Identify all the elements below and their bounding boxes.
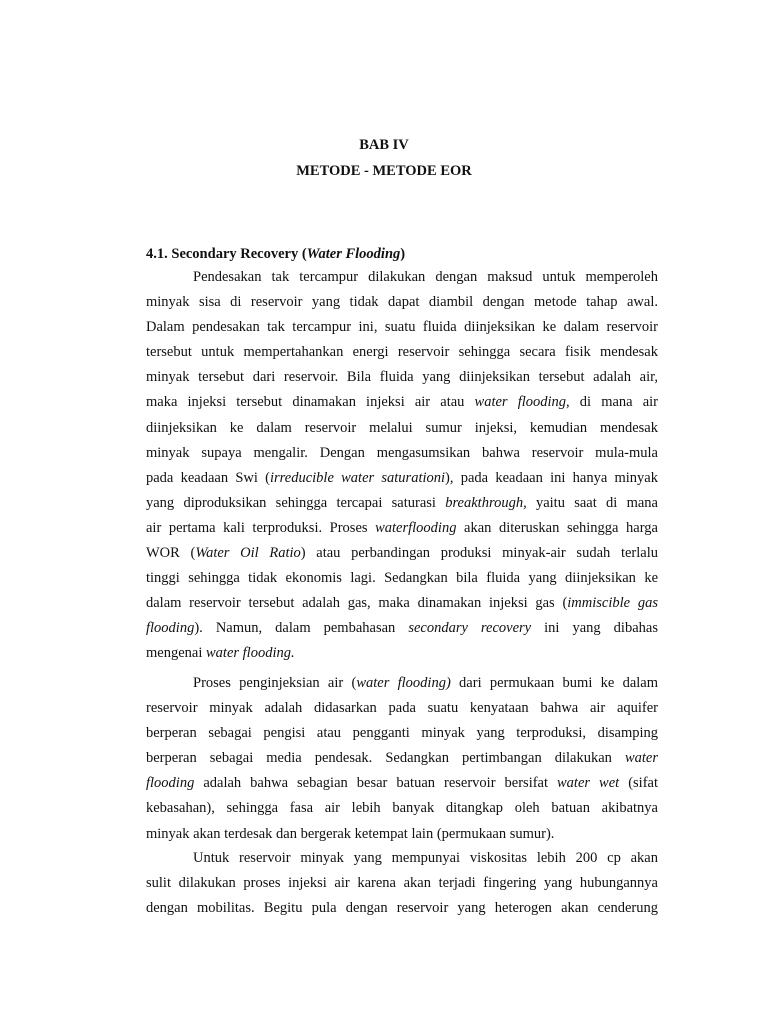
text-line	[146, 340, 658, 365]
text-line	[146, 671, 658, 696]
text-run: Pendesakan tak tercampur dilakukan dengan maksud untuk memperoleh	[193, 269, 658, 285]
italic-text: water flooding.	[206, 645, 295, 662]
text-line	[146, 441, 658, 466]
chapter-number: BAB IV	[359, 137, 409, 153]
text-line	[146, 796, 658, 821]
text-run: adalah bahwa sebagian besar batuan reservoir bersifat	[194, 775, 558, 792]
text-run: , di mana air	[566, 394, 659, 411]
text-run: maka injeksi tersebut dinamakan injeksi air atau	[146, 394, 475, 411]
text-run: Untuk reservoir minyak yang mempunyai viskositas lebih 200 cp akan	[193, 850, 658, 866]
text-run: (sifat	[619, 775, 658, 792]
text-run: dalam reservoir tersebut adalah gas, maka dinamakan injeksi gas (	[146, 595, 568, 612]
text-run: air pertama kali terproduksi. Proses	[146, 519, 376, 536]
paragraph-1	[146, 265, 658, 667]
text-run: ) atau perbandingan produksi minyak-air sudah terlalu	[300, 545, 658, 562]
text-run: ), pada keadaan ini hanya minyak	[445, 469, 658, 486]
text-line	[146, 641, 658, 666]
text-run: sulit dilakukan proses injeksi air karena akan terjadi fingering yang hubungannya	[146, 875, 658, 892]
text-line	[146, 871, 658, 896]
text-line	[146, 566, 658, 591]
text-run: ). Namun, dalam pembahasan	[194, 620, 409, 637]
text-run: dengan mobilitas. Begitu pula dengan reservoir yang heterogen akan cenderung	[146, 900, 658, 917]
section-title-close: )	[400, 246, 406, 262]
section-title-plain: Secondary Recovery (	[171, 246, 307, 262]
paragraph-3	[146, 846, 658, 921]
text-run: pada keadaan Swi (	[146, 469, 270, 486]
text-line	[146, 822, 658, 847]
text-line	[146, 516, 658, 541]
text-run: minyak supaya mengalir. Dengan mengasumsikan bahwa reservoir mula-mula	[146, 444, 658, 461]
italic-text: immiscible gas	[567, 595, 659, 612]
text-line	[146, 721, 658, 746]
text-line	[146, 771, 658, 796]
section-number: 4.1.	[146, 246, 168, 262]
italic-text: water flooding	[474, 394, 567, 411]
text-line	[146, 365, 658, 390]
italic-text: irreducible water saturationi	[269, 469, 446, 486]
text-run: ini yang dibahas	[531, 620, 658, 637]
text-run: mengenai	[146, 645, 206, 662]
text-line	[146, 390, 658, 415]
paragraph-2	[146, 671, 658, 847]
chapter-title: METODE - METODE EOR	[296, 163, 472, 179]
text-line	[146, 491, 658, 516]
text-line	[146, 265, 658, 290]
italic-text: secondary recovery	[408, 620, 532, 637]
text-run: minyak sisa di reservoir yang tidak dapat diambil dengan metode tahap awal.	[146, 294, 658, 311]
italic-text: Water Oil Ratio	[195, 545, 301, 562]
italic-text: waterflooding	[375, 519, 457, 536]
section-title-italic: Water Flooding	[306, 246, 401, 262]
text-line	[146, 616, 658, 641]
italic-text: water flooding)	[356, 675, 451, 691]
italic-text: breakthrough	[445, 494, 524, 511]
text-run: akan diteruskan sehingga harga	[456, 519, 658, 536]
text-run: WOR (	[146, 545, 196, 562]
text-run: minyak tersebut dari reservoir. Bila fluida yang diinjeksikan tersebut adalah air,	[146, 369, 658, 386]
text-line	[146, 846, 658, 871]
text-line	[146, 290, 658, 315]
text-run: Dalam pendesakan tak tercampur ini, suatu fluida diinjeksikan ke dalam reservoir	[146, 319, 658, 336]
text-run: yang diproduksikan sehingga tercapai saturasi	[146, 494, 446, 511]
text-run: tinggi sehingga tidak ekonomis lagi. Sedangkan bila fluida yang diinjeksikan ke	[146, 570, 658, 587]
italic-text: water wet	[557, 775, 620, 792]
text-line	[146, 896, 658, 921]
text-run: berperan sebagai pengisi atau pengganti minyak yang terproduksi, disamping	[146, 725, 658, 742]
text-run: minyak akan terdesak dan bergerak ketempat lain (permukaan sumur).	[146, 825, 555, 842]
text-run: kebasahan), sehingga fasa air lebih banyak ditangkap oleh batuan akibatnya	[146, 800, 658, 817]
text-run: Proses penginjeksian air (	[193, 675, 357, 691]
text-line	[146, 466, 658, 491]
text-line	[146, 416, 658, 441]
section-heading	[146, 246, 405, 263]
italic-text: flooding	[146, 620, 195, 637]
text-run: , yaitu saat di mana	[523, 494, 658, 511]
text-run: diinjeksikan ke dalam reservoir melalui sumur injeksi, kemudian mendesak	[146, 419, 658, 436]
text-line	[146, 591, 658, 616]
text-run: tersebut untuk mempertahankan energi reservoir sehingga secara fisik mendesak	[146, 344, 658, 361]
text-line	[146, 746, 658, 771]
italic-text: water	[624, 750, 658, 767]
text-run: dari permukaan bumi ke dalam	[450, 675, 658, 691]
text-run: reservoir minyak adalah didasarkan pada suatu kenyataan bahwa air aquifer	[146, 700, 658, 717]
italic-text: flooding	[146, 775, 195, 792]
text-run: berperan sebagai media pendesak. Sedangkan pertimbangan dilakukan	[146, 750, 625, 767]
text-line	[146, 315, 658, 340]
text-line	[146, 696, 658, 721]
text-line	[146, 541, 658, 566]
